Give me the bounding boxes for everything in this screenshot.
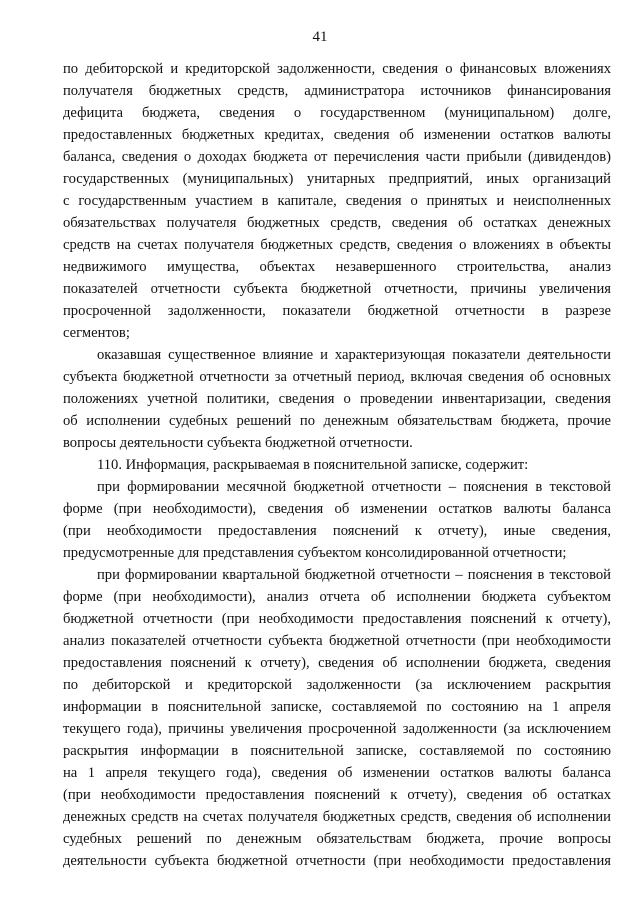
- text-line: форме (при необходимости), анализ отчета об исполнении бюджета субъектом: [63, 589, 611, 605]
- text-line: по дебиторской и кредиторской задолженности (за исключением раскрытия: [63, 677, 611, 693]
- text-line: предоставленных бюджетных кредитах, сведения об изменении остатков валюты: [63, 127, 611, 143]
- text-line: просроченной задолженности, показатели бюджетной отчетности в разрезе: [63, 303, 611, 319]
- text-line: вопросы деятельности субъекта бюджетной отчетности.: [63, 435, 413, 451]
- text-line: (при необходимости предоставления пояснений к отчету), иные сведения,: [63, 523, 611, 539]
- text-line: информации в пояснительной записке, составляемой по состоянию на 1 апреля: [63, 699, 611, 715]
- text-line: дефицита бюджета, сведения о государственном (муниципальном) долге,: [63, 105, 611, 121]
- paragraph: [63, 58, 611, 344]
- text-line: предоставления пояснений к отчету), сведения об исполнении бюджета, сведения: [63, 655, 611, 671]
- text-line: форме (при необходимости), сведения об изменении остатков валюты баланса: [63, 501, 611, 517]
- page-number: 41: [312, 29, 328, 45]
- text-line: об исполнении судебных решений по денежным обязательствам бюджета, прочие: [63, 413, 611, 429]
- text-line: 110. Информация, раскрываемая в пояснительной записке, содержит:: [97, 457, 529, 473]
- text-line: анализ показателей отчетности субъекта бюджетной отчетности (при необходимости: [63, 633, 611, 649]
- text-line: на 1 апреля текущего года), сведения об изменении остатков валюты баланса: [63, 765, 611, 781]
- text-line: государственных (муниципальных) унитарных предприятий, иных организаций: [63, 171, 611, 187]
- text-line: баланса, сведения о доходах бюджета от перечисления части прибыли (дивидендов): [63, 149, 611, 165]
- paragraph: [63, 454, 611, 476]
- text-line: сегментов;: [63, 325, 130, 341]
- text-line: положениях учетной политики, сведения о проведении инвентаризации, сведения: [63, 391, 611, 407]
- text-line: субъекта бюджетной отчетности за отчетный период, включая сведения об основных: [63, 369, 611, 385]
- text-line: по дебиторской и кредиторской задолженности, сведения о финансовых вложениях: [63, 61, 611, 77]
- text-line: денежных средств на счетах получателя бюджетных средств, сведения об исполнении: [63, 809, 611, 825]
- text-line: деятельности субъекта бюджетной отчетности (при необходимости предоставления: [63, 853, 611, 869]
- text-line: при формировании квартальной бюджетной отчетности – пояснения в текстовой: [97, 567, 611, 583]
- text-line: раскрытия информации в пояснительной записке, составляемой по состоянию: [63, 743, 611, 759]
- paragraph: [63, 344, 611, 454]
- text-line: бюджетной отчетности (при необходимости предоставления пояснений к отчету),: [63, 611, 611, 627]
- text-line: судебных решений по денежным обязательствам бюджета, прочие вопросы: [63, 831, 611, 847]
- text-line: обязательствах получателя бюджетных средств, сведения об остатках денежных: [63, 215, 611, 231]
- text-line: оказавшая существенное влияние и характеризующая показатели деятельности: [97, 347, 611, 363]
- text-line: показателей отчетности субъекта бюджетной отчетности, причины увеличения: [63, 281, 611, 297]
- text-line: (при необходимости предоставления пояснений к отчету), сведения об остатках: [63, 787, 611, 803]
- text-line: получателя бюджетных средств, администратора источников финансирования: [63, 83, 611, 99]
- paragraph: [63, 476, 611, 564]
- paragraph: [63, 564, 611, 872]
- text-line: текущего года), причины увеличения просроченной задолженности (за исключением: [63, 721, 611, 737]
- text-line: средств на счетах получателя бюджетных средств, сведения о вложениях в объекты: [63, 237, 611, 253]
- document-body: [63, 58, 611, 872]
- text-line: при формировании месячной бюджетной отчетности – пояснения в текстовой: [97, 479, 611, 495]
- text-line: с государственным участием в капитале, сведения о принятых и неисполненных: [63, 193, 611, 209]
- text-line: недвижимого имущества, объектах незавершенного строительства, анализ: [63, 259, 611, 275]
- text-line: предусмотренные для представления субъектом консолидированной отчетности;: [63, 545, 567, 561]
